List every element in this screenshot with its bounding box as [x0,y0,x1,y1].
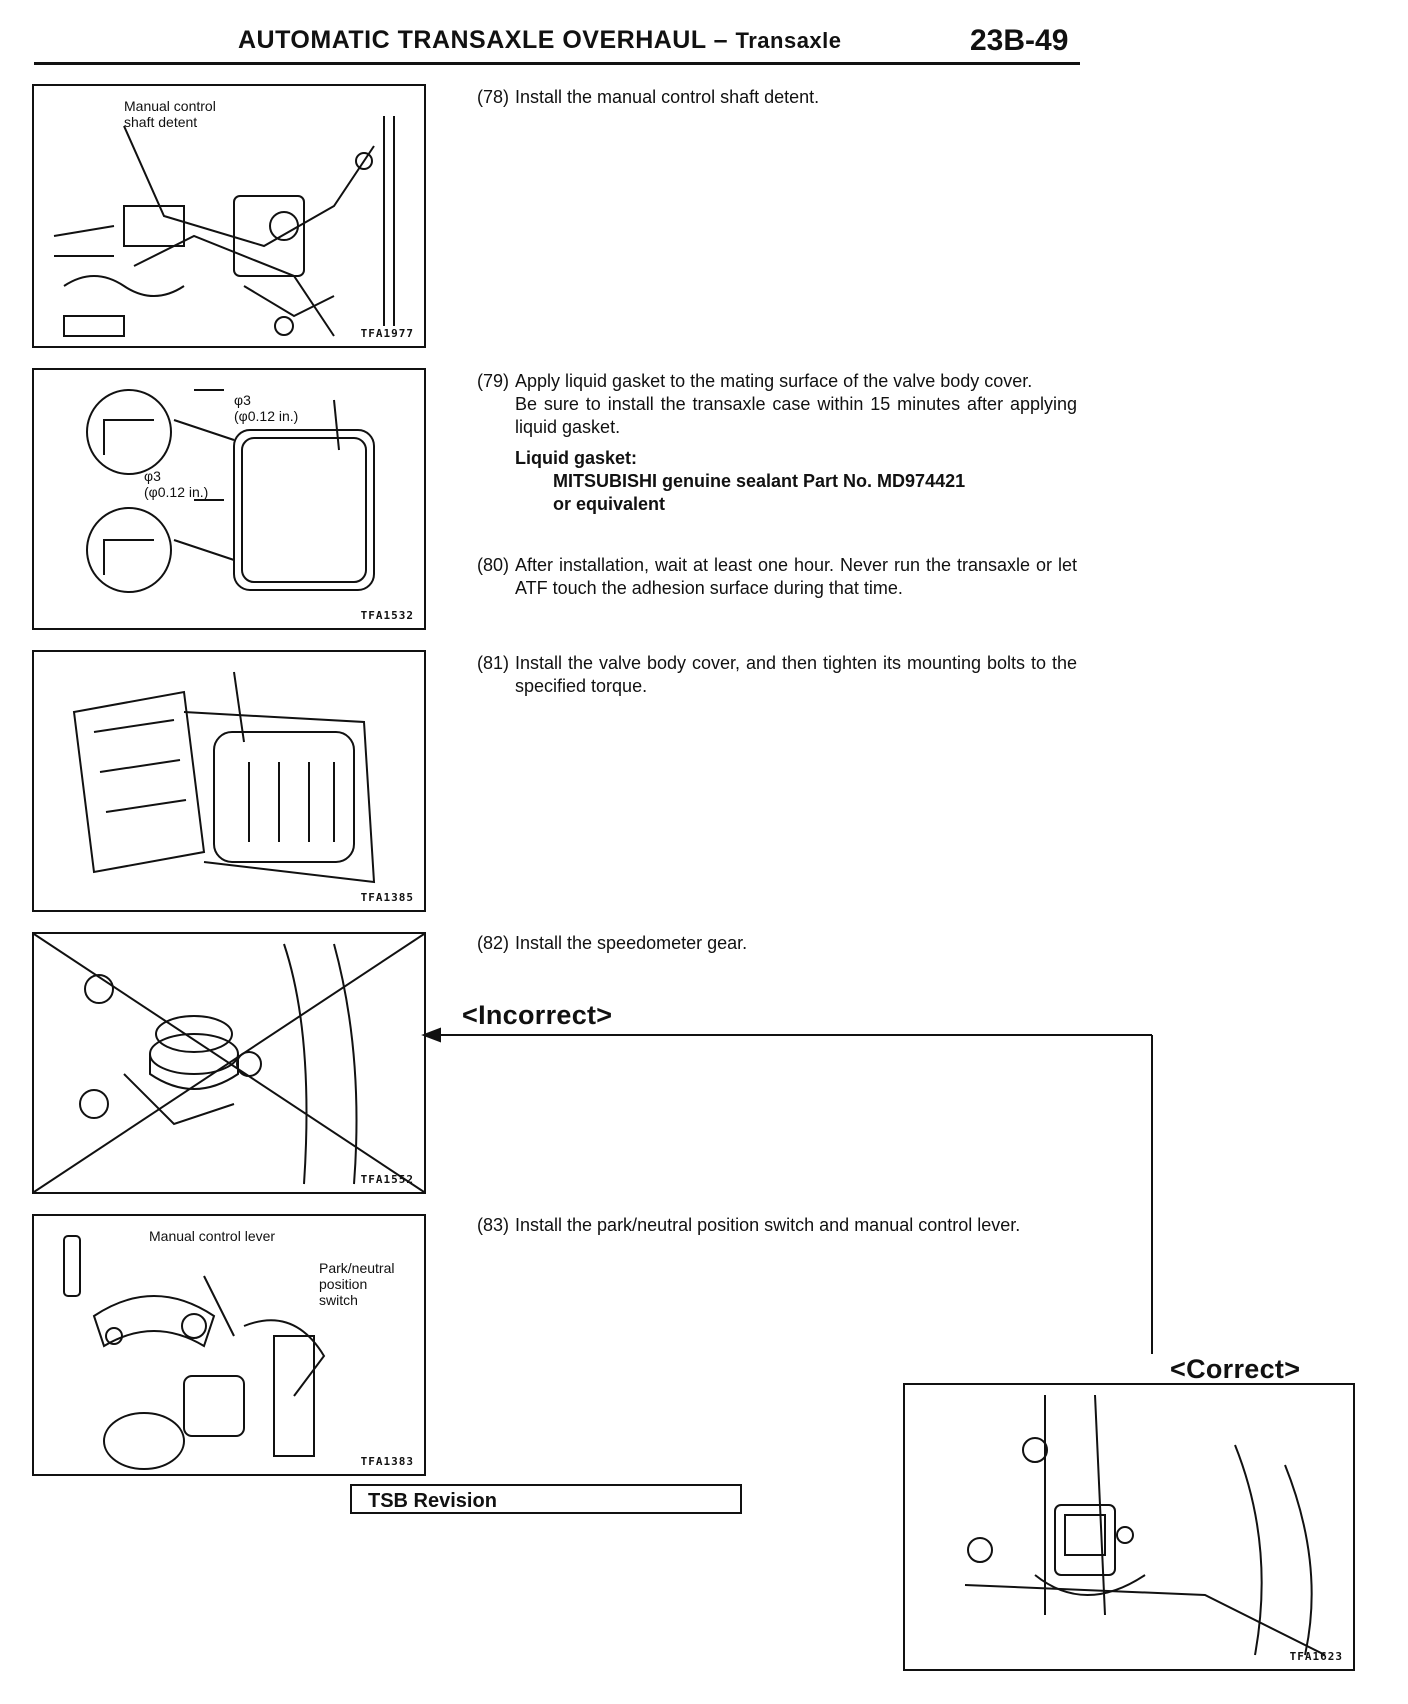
spec-label: Liquid gasket: [515,448,638,468]
figure-id: TFA1385 [360,891,414,904]
label-manual-control: Manual control [124,98,216,114]
step-82 [477,932,1077,955]
step-80 [477,554,1077,600]
step-number: (81) [477,653,510,673]
step-81 [477,652,1077,698]
step-text: Install the park/neutral position switch and manual control lever. [515,1215,1021,1235]
callout-incorrect: <Incorrect> [462,1000,613,1030]
step-text: Install the speedometer gear. [515,933,748,953]
figure-id: TFA1532 [360,609,414,622]
step-text: Install the manual control shaft detent. [515,87,820,107]
figure-id: TFA1552 [360,1173,414,1186]
step-note: Be sure to install the transaxle case within 15 minutes after applying liquid gasket. [515,394,1077,437]
step-83 [477,1214,1077,1237]
step-number: (78) [477,87,510,107]
step-text: After installation, wait at least one hour. Never run the transaxle or let ATF touch the adhesion surface during that time. [515,555,1077,598]
dimension-top-value: φ3 [234,392,251,408]
header-subtitle: Transaxle [735,28,842,53]
header-title-text: AUTOMATIC TRANSAXLE OVERHAUL [238,26,707,54]
header-separator: – [713,26,729,54]
tsb-revision-box: TSB Revision [350,1484,742,1514]
callout-correct: <Correct> [1170,1354,1301,1384]
figure-id: TFA1977 [360,327,414,340]
label-park-neutral: Park/neutral [319,1260,395,1276]
page-number: 23B-49 [970,24,1069,57]
step-number: (79) [477,371,510,391]
label-shaft-detent: shaft detent [124,114,198,130]
label-manual-control-lever: Manual control lever [149,1228,276,1244]
step-79 [477,370,1077,516]
spec-value-2: or equivalent [553,494,666,514]
step-text: Install the valve body cover, and then tighten its mounting bolts to the specified torque. [515,653,1077,696]
dimension-top-inches: (φ0.12 in.) [234,408,299,424]
label-switch: switch [319,1292,358,1308]
dimension-bottom-value: φ3 [144,468,161,484]
figure-id: TFA1623 [1289,1650,1343,1663]
step-text: Apply liquid gasket to the mating surface of the valve body cover. [515,371,1033,391]
step-number: (82) [477,933,510,953]
spec-value-1: MITSUBISHI genuine sealant Part No. MD974421 [553,471,966,491]
dimension-bottom-inches: (φ0.12 in.) [144,484,209,500]
label-position: position [319,1276,368,1292]
step-number: (80) [477,555,510,575]
figure-id: TFA1383 [360,1455,414,1468]
step-number: (83) [477,1215,510,1235]
step-78 [477,86,1077,109]
